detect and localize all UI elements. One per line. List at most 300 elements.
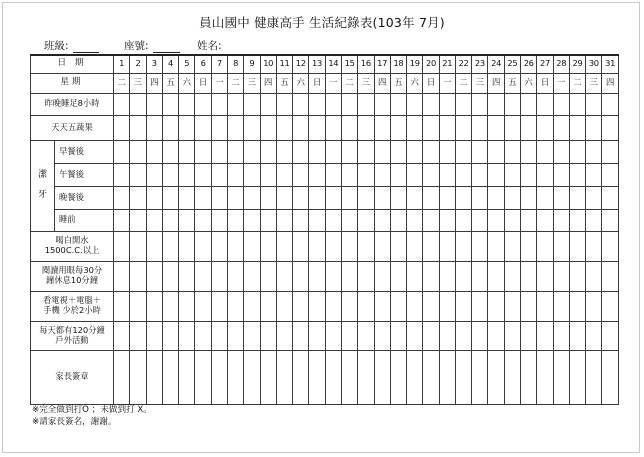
entry-cell-parent-sign-day-30[interactable] xyxy=(586,350,602,404)
entry-cell-sleep-day-11[interactable] xyxy=(276,93,292,115)
entry-cell-parent-sign-day-1[interactable] xyxy=(114,350,130,404)
entry-cell-parent-sign-day-21[interactable] xyxy=(439,350,455,404)
entry-cell-parent-sign-day-29[interactable] xyxy=(569,350,585,404)
entry-cell-brushing-3-day-3[interactable] xyxy=(146,209,162,231)
entry-cell-brushing-2-day-28[interactable] xyxy=(553,186,569,209)
entry-cell-sleep-day-29[interactable] xyxy=(569,93,585,115)
entry-cell-screen-time-day-10[interactable] xyxy=(260,291,276,321)
entry-cell-sleep-day-23[interactable] xyxy=(472,93,488,115)
entry-cell-parent-sign-day-26[interactable] xyxy=(521,350,537,404)
entry-cell-screen-time-day-27[interactable] xyxy=(537,291,553,321)
entry-cell-outdoor-day-21[interactable] xyxy=(439,321,455,350)
entry-cell-brushing-3-day-15[interactable] xyxy=(341,209,357,231)
entry-cell-eye-rest-day-14[interactable] xyxy=(325,261,341,291)
entry-cell-brushing-0-day-15[interactable] xyxy=(341,140,357,163)
entry-cell-brushing-2-day-3[interactable] xyxy=(146,186,162,209)
entry-cell-fruit-day-23[interactable] xyxy=(472,115,488,140)
entry-cell-outdoor-day-4[interactable] xyxy=(162,321,178,350)
entry-cell-outdoor-day-23[interactable] xyxy=(472,321,488,350)
entry-cell-parent-sign-day-5[interactable] xyxy=(179,350,195,404)
entry-cell-brushing-0-day-3[interactable] xyxy=(146,140,162,163)
entry-cell-outdoor-day-29[interactable] xyxy=(569,321,585,350)
entry-cell-eye-rest-day-8[interactable] xyxy=(227,261,243,291)
entry-cell-parent-sign-day-27[interactable] xyxy=(537,350,553,404)
entry-cell-brushing-3-day-22[interactable] xyxy=(455,209,471,231)
entry-cell-screen-time-day-8[interactable] xyxy=(227,291,243,321)
entry-cell-water-day-14[interactable] xyxy=(325,231,341,261)
entry-cell-fruit-day-20[interactable] xyxy=(423,115,439,140)
entry-cell-sleep-day-13[interactable] xyxy=(309,93,325,115)
entry-cell-sleep-day-14[interactable] xyxy=(325,93,341,115)
entry-cell-outdoor-day-1[interactable] xyxy=(114,321,130,350)
entry-cell-brushing-2-day-2[interactable] xyxy=(130,186,146,209)
entry-cell-brushing-2-day-25[interactable] xyxy=(504,186,520,209)
entry-cell-fruit-day-15[interactable] xyxy=(341,115,357,140)
entry-cell-eye-rest-day-22[interactable] xyxy=(455,261,471,291)
seat-field[interactable] xyxy=(124,38,180,53)
entry-cell-brushing-0-day-5[interactable] xyxy=(179,140,195,163)
entry-cell-brushing-2-day-15[interactable] xyxy=(341,186,357,209)
entry-cell-water-day-31[interactable] xyxy=(602,231,618,261)
entry-cell-outdoor-day-26[interactable] xyxy=(521,321,537,350)
entry-cell-screen-time-day-1[interactable] xyxy=(114,291,130,321)
entry-cell-brushing-3-day-8[interactable] xyxy=(227,209,243,231)
entry-cell-screen-time-day-24[interactable] xyxy=(488,291,504,321)
entry-cell-fruit-day-8[interactable] xyxy=(227,115,243,140)
entry-cell-sleep-day-12[interactable] xyxy=(293,93,309,115)
entry-cell-water-day-9[interactable] xyxy=(244,231,260,261)
entry-cell-eye-rest-day-13[interactable] xyxy=(309,261,325,291)
entry-cell-eye-rest-day-18[interactable] xyxy=(390,261,406,291)
entry-cell-water-day-10[interactable] xyxy=(260,231,276,261)
entry-cell-sleep-day-28[interactable] xyxy=(553,93,569,115)
entry-cell-brushing-2-day-24[interactable] xyxy=(488,186,504,209)
entry-cell-brushing-2-day-10[interactable] xyxy=(260,186,276,209)
entry-cell-screen-time-day-12[interactable] xyxy=(293,291,309,321)
entry-cell-water-day-15[interactable] xyxy=(341,231,357,261)
entry-cell-brushing-0-day-7[interactable] xyxy=(211,140,227,163)
entry-cell-screen-time-day-5[interactable] xyxy=(179,291,195,321)
entry-cell-water-day-5[interactable] xyxy=(179,231,195,261)
entry-cell-sleep-day-2[interactable] xyxy=(130,93,146,115)
entry-cell-parent-sign-day-2[interactable] xyxy=(130,350,146,404)
entry-cell-water-day-30[interactable] xyxy=(586,231,602,261)
entry-cell-fruit-day-25[interactable] xyxy=(504,115,520,140)
entry-cell-brushing-3-day-20[interactable] xyxy=(423,209,439,231)
entry-cell-screen-time-day-16[interactable] xyxy=(358,291,374,321)
entry-cell-fruit-day-31[interactable] xyxy=(602,115,618,140)
entry-cell-parent-sign-day-22[interactable] xyxy=(455,350,471,404)
entry-cell-screen-time-day-23[interactable] xyxy=(472,291,488,321)
entry-cell-sleep-day-26[interactable] xyxy=(521,93,537,115)
entry-cell-brushing-0-day-26[interactable] xyxy=(521,140,537,163)
entry-cell-fruit-day-26[interactable] xyxy=(521,115,537,140)
entry-cell-parent-sign-day-18[interactable] xyxy=(390,350,406,404)
entry-cell-brushing-2-day-12[interactable] xyxy=(293,186,309,209)
entry-cell-brushing-1-day-5[interactable] xyxy=(179,163,195,186)
entry-cell-brushing-1-day-25[interactable] xyxy=(504,163,520,186)
entry-cell-parent-sign-day-19[interactable] xyxy=(407,350,423,404)
entry-cell-brushing-1-day-20[interactable] xyxy=(423,163,439,186)
entry-cell-screen-time-day-3[interactable] xyxy=(146,291,162,321)
entry-cell-screen-time-day-22[interactable] xyxy=(455,291,471,321)
entry-cell-fruit-day-22[interactable] xyxy=(455,115,471,140)
entry-cell-fruit-day-9[interactable] xyxy=(244,115,260,140)
entry-cell-sleep-day-24[interactable] xyxy=(488,93,504,115)
entry-cell-screen-time-day-7[interactable] xyxy=(211,291,227,321)
entry-cell-eye-rest-day-21[interactable] xyxy=(439,261,455,291)
entry-cell-brushing-1-day-31[interactable] xyxy=(602,163,618,186)
name-field[interactable] xyxy=(197,38,222,53)
entry-cell-fruit-day-19[interactable] xyxy=(407,115,423,140)
entry-cell-brushing-1-day-11[interactable] xyxy=(276,163,292,186)
entry-cell-water-day-6[interactable] xyxy=(195,231,211,261)
entry-cell-fruit-day-30[interactable] xyxy=(586,115,602,140)
entry-cell-brushing-3-day-6[interactable] xyxy=(195,209,211,231)
entry-cell-screen-time-day-2[interactable] xyxy=(130,291,146,321)
entry-cell-brushing-1-day-19[interactable] xyxy=(407,163,423,186)
entry-cell-sleep-day-10[interactable] xyxy=(260,93,276,115)
entry-cell-water-day-19[interactable] xyxy=(407,231,423,261)
entry-cell-brushing-0-day-21[interactable] xyxy=(439,140,455,163)
entry-cell-brushing-3-day-1[interactable] xyxy=(114,209,130,231)
entry-cell-brushing-3-day-2[interactable] xyxy=(130,209,146,231)
entry-cell-outdoor-day-12[interactable] xyxy=(293,321,309,350)
entry-cell-outdoor-day-16[interactable] xyxy=(358,321,374,350)
entry-cell-brushing-3-day-21[interactable] xyxy=(439,209,455,231)
entry-cell-screen-time-day-21[interactable] xyxy=(439,291,455,321)
entry-cell-screen-time-day-17[interactable] xyxy=(374,291,390,321)
entry-cell-eye-rest-day-24[interactable] xyxy=(488,261,504,291)
entry-cell-fruit-day-17[interactable] xyxy=(374,115,390,140)
entry-cell-brushing-0-day-23[interactable] xyxy=(472,140,488,163)
entry-cell-brushing-2-day-11[interactable] xyxy=(276,186,292,209)
entry-cell-brushing-1-day-27[interactable] xyxy=(537,163,553,186)
entry-cell-brushing-1-day-2[interactable] xyxy=(130,163,146,186)
entry-cell-brushing-2-day-4[interactable] xyxy=(162,186,178,209)
entry-cell-water-day-17[interactable] xyxy=(374,231,390,261)
entry-cell-brushing-2-day-6[interactable] xyxy=(195,186,211,209)
entry-cell-brushing-1-day-17[interactable] xyxy=(374,163,390,186)
entry-cell-brushing-0-day-10[interactable] xyxy=(260,140,276,163)
entry-cell-brushing-1-day-24[interactable] xyxy=(488,163,504,186)
entry-cell-fruit-day-14[interactable] xyxy=(325,115,341,140)
entry-cell-water-day-21[interactable] xyxy=(439,231,455,261)
entry-cell-eye-rest-day-9[interactable] xyxy=(244,261,260,291)
entry-cell-outdoor-day-2[interactable] xyxy=(130,321,146,350)
entry-cell-outdoor-day-7[interactable] xyxy=(211,321,227,350)
entry-cell-water-day-8[interactable] xyxy=(227,231,243,261)
entry-cell-brushing-1-day-18[interactable] xyxy=(390,163,406,186)
entry-cell-eye-rest-day-1[interactable] xyxy=(114,261,130,291)
entry-cell-eye-rest-day-23[interactable] xyxy=(472,261,488,291)
entry-cell-parent-sign-day-11[interactable] xyxy=(276,350,292,404)
entry-cell-water-day-28[interactable] xyxy=(553,231,569,261)
entry-cell-sleep-day-21[interactable] xyxy=(439,93,455,115)
entry-cell-eye-rest-day-7[interactable] xyxy=(211,261,227,291)
entry-cell-parent-sign-day-24[interactable] xyxy=(488,350,504,404)
entry-cell-sleep-day-9[interactable] xyxy=(244,93,260,115)
entry-cell-brushing-2-day-16[interactable] xyxy=(358,186,374,209)
entry-cell-brushing-2-day-14[interactable] xyxy=(325,186,341,209)
entry-cell-outdoor-day-31[interactable] xyxy=(602,321,618,350)
entry-cell-parent-sign-day-4[interactable] xyxy=(162,350,178,404)
entry-cell-brushing-3-day-25[interactable] xyxy=(504,209,520,231)
entry-cell-fruit-day-12[interactable] xyxy=(293,115,309,140)
entry-cell-brushing-3-day-29[interactable] xyxy=(569,209,585,231)
entry-cell-brushing-2-day-21[interactable] xyxy=(439,186,455,209)
entry-cell-outdoor-day-5[interactable] xyxy=(179,321,195,350)
entry-cell-brushing-2-day-7[interactable] xyxy=(211,186,227,209)
entry-cell-water-day-18[interactable] xyxy=(390,231,406,261)
entry-cell-sleep-day-16[interactable] xyxy=(358,93,374,115)
entry-cell-water-day-25[interactable] xyxy=(504,231,520,261)
entry-cell-sleep-day-18[interactable] xyxy=(390,93,406,115)
entry-cell-brushing-3-day-11[interactable] xyxy=(276,209,292,231)
entry-cell-eye-rest-day-20[interactable] xyxy=(423,261,439,291)
entry-cell-eye-rest-day-10[interactable] xyxy=(260,261,276,291)
entry-cell-eye-rest-day-11[interactable] xyxy=(276,261,292,291)
entry-cell-brushing-2-day-22[interactable] xyxy=(455,186,471,209)
entry-cell-fruit-day-6[interactable] xyxy=(195,115,211,140)
entry-cell-outdoor-day-24[interactable] xyxy=(488,321,504,350)
entry-cell-brushing-1-day-15[interactable] xyxy=(341,163,357,186)
entry-cell-sleep-day-25[interactable] xyxy=(504,93,520,115)
entry-cell-fruit-day-16[interactable] xyxy=(358,115,374,140)
entry-cell-brushing-3-day-23[interactable] xyxy=(472,209,488,231)
entry-cell-outdoor-day-15[interactable] xyxy=(341,321,357,350)
entry-cell-sleep-day-30[interactable] xyxy=(586,93,602,115)
entry-cell-sleep-day-20[interactable] xyxy=(423,93,439,115)
entry-cell-brushing-3-day-7[interactable] xyxy=(211,209,227,231)
entry-cell-parent-sign-day-28[interactable] xyxy=(553,350,569,404)
entry-cell-sleep-day-27[interactable] xyxy=(537,93,553,115)
entry-cell-parent-sign-day-13[interactable] xyxy=(309,350,325,404)
entry-cell-eye-rest-day-5[interactable] xyxy=(179,261,195,291)
entry-cell-eye-rest-day-25[interactable] xyxy=(504,261,520,291)
entry-cell-fruit-day-18[interactable] xyxy=(390,115,406,140)
entry-cell-sleep-day-7[interactable] xyxy=(211,93,227,115)
entry-cell-outdoor-day-30[interactable] xyxy=(586,321,602,350)
entry-cell-outdoor-day-25[interactable] xyxy=(504,321,520,350)
entry-cell-outdoor-day-9[interactable] xyxy=(244,321,260,350)
entry-cell-eye-rest-day-26[interactable] xyxy=(521,261,537,291)
entry-cell-sleep-day-19[interactable] xyxy=(407,93,423,115)
entry-cell-brushing-3-day-12[interactable] xyxy=(293,209,309,231)
entry-cell-outdoor-day-8[interactable] xyxy=(227,321,243,350)
entry-cell-parent-sign-day-12[interactable] xyxy=(293,350,309,404)
entry-cell-screen-time-day-19[interactable] xyxy=(407,291,423,321)
entry-cell-fruit-day-7[interactable] xyxy=(211,115,227,140)
entry-cell-brushing-3-day-17[interactable] xyxy=(374,209,390,231)
entry-cell-water-day-27[interactable] xyxy=(537,231,553,261)
entry-cell-brushing-3-day-16[interactable] xyxy=(358,209,374,231)
entry-cell-screen-time-day-26[interactable] xyxy=(521,291,537,321)
entry-cell-water-day-3[interactable] xyxy=(146,231,162,261)
entry-cell-fruit-day-3[interactable] xyxy=(146,115,162,140)
entry-cell-water-day-26[interactable] xyxy=(521,231,537,261)
entry-cell-parent-sign-day-3[interactable] xyxy=(146,350,162,404)
entry-cell-brushing-0-day-22[interactable] xyxy=(455,140,471,163)
entry-cell-water-day-4[interactable] xyxy=(162,231,178,261)
entry-cell-brushing-2-day-20[interactable] xyxy=(423,186,439,209)
entry-cell-brushing-1-day-23[interactable] xyxy=(472,163,488,186)
entry-cell-screen-time-day-31[interactable] xyxy=(602,291,618,321)
entry-cell-brushing-1-day-6[interactable] xyxy=(195,163,211,186)
entry-cell-brushing-1-day-13[interactable] xyxy=(309,163,325,186)
entry-cell-eye-rest-day-3[interactable] xyxy=(146,261,162,291)
entry-cell-brushing-3-day-19[interactable] xyxy=(407,209,423,231)
entry-cell-water-day-29[interactable] xyxy=(569,231,585,261)
entry-cell-brushing-3-day-30[interactable] xyxy=(586,209,602,231)
entry-cell-outdoor-day-18[interactable] xyxy=(390,321,406,350)
entry-cell-outdoor-day-13[interactable] xyxy=(309,321,325,350)
entry-cell-brushing-3-day-10[interactable] xyxy=(260,209,276,231)
entry-cell-brushing-0-day-13[interactable] xyxy=(309,140,325,163)
entry-cell-fruit-day-24[interactable] xyxy=(488,115,504,140)
entry-cell-outdoor-day-19[interactable] xyxy=(407,321,423,350)
entry-cell-brushing-2-day-9[interactable] xyxy=(244,186,260,209)
entry-cell-brushing-3-day-24[interactable] xyxy=(488,209,504,231)
entry-cell-brushing-2-day-17[interactable] xyxy=(374,186,390,209)
entry-cell-screen-time-day-15[interactable] xyxy=(341,291,357,321)
entry-cell-screen-time-day-4[interactable] xyxy=(162,291,178,321)
entry-cell-brushing-0-day-24[interactable] xyxy=(488,140,504,163)
entry-cell-brushing-1-day-28[interactable] xyxy=(553,163,569,186)
entry-cell-brushing-1-day-21[interactable] xyxy=(439,163,455,186)
entry-cell-brushing-0-day-16[interactable] xyxy=(358,140,374,163)
entry-cell-brushing-0-day-28[interactable] xyxy=(553,140,569,163)
entry-cell-screen-time-day-14[interactable] xyxy=(325,291,341,321)
entry-cell-brushing-2-day-8[interactable] xyxy=(227,186,243,209)
entry-cell-brushing-3-day-27[interactable] xyxy=(537,209,553,231)
entry-cell-eye-rest-day-30[interactable] xyxy=(586,261,602,291)
entry-cell-outdoor-day-3[interactable] xyxy=(146,321,162,350)
entry-cell-brushing-2-day-27[interactable] xyxy=(537,186,553,209)
entry-cell-brushing-1-day-9[interactable] xyxy=(244,163,260,186)
entry-cell-brushing-1-day-4[interactable] xyxy=(162,163,178,186)
entry-cell-sleep-day-3[interactable] xyxy=(146,93,162,115)
entry-cell-water-day-2[interactable] xyxy=(130,231,146,261)
entry-cell-parent-sign-day-31[interactable] xyxy=(602,350,618,404)
entry-cell-brushing-2-day-13[interactable] xyxy=(309,186,325,209)
entry-cell-eye-rest-day-2[interactable] xyxy=(130,261,146,291)
entry-cell-fruit-day-28[interactable] xyxy=(553,115,569,140)
entry-cell-eye-rest-day-19[interactable] xyxy=(407,261,423,291)
entry-cell-screen-time-day-11[interactable] xyxy=(276,291,292,321)
entry-cell-brushing-3-day-4[interactable] xyxy=(162,209,178,231)
entry-cell-screen-time-day-18[interactable] xyxy=(390,291,406,321)
entry-cell-screen-time-day-9[interactable] xyxy=(244,291,260,321)
entry-cell-water-day-24[interactable] xyxy=(488,231,504,261)
entry-cell-water-day-7[interactable] xyxy=(211,231,227,261)
entry-cell-eye-rest-day-16[interactable] xyxy=(358,261,374,291)
entry-cell-brushing-3-day-18[interactable] xyxy=(390,209,406,231)
entry-cell-brushing-3-day-5[interactable] xyxy=(179,209,195,231)
entry-cell-outdoor-day-20[interactable] xyxy=(423,321,439,350)
entry-cell-eye-rest-day-15[interactable] xyxy=(341,261,357,291)
entry-cell-sleep-day-4[interactable] xyxy=(162,93,178,115)
entry-cell-brushing-0-day-29[interactable] xyxy=(569,140,585,163)
entry-cell-brushing-0-day-14[interactable] xyxy=(325,140,341,163)
entry-cell-water-day-13[interactable] xyxy=(309,231,325,261)
entry-cell-eye-rest-day-12[interactable] xyxy=(293,261,309,291)
entry-cell-parent-sign-day-16[interactable] xyxy=(358,350,374,404)
entry-cell-brushing-2-day-19[interactable] xyxy=(407,186,423,209)
entry-cell-parent-sign-day-15[interactable] xyxy=(341,350,357,404)
entry-cell-brushing-0-day-17[interactable] xyxy=(374,140,390,163)
entry-cell-brushing-2-day-29[interactable] xyxy=(569,186,585,209)
entry-cell-brushing-0-day-12[interactable] xyxy=(293,140,309,163)
entry-cell-fruit-day-1[interactable] xyxy=(114,115,130,140)
entry-cell-brushing-2-day-26[interactable] xyxy=(521,186,537,209)
entry-cell-brushing-3-day-28[interactable] xyxy=(553,209,569,231)
entry-cell-brushing-0-day-6[interactable] xyxy=(195,140,211,163)
entry-cell-sleep-day-22[interactable] xyxy=(455,93,471,115)
entry-cell-brushing-0-day-19[interactable] xyxy=(407,140,423,163)
entry-cell-brushing-2-day-1[interactable] xyxy=(114,186,130,209)
entry-cell-fruit-day-10[interactable] xyxy=(260,115,276,140)
entry-cell-screen-time-day-28[interactable] xyxy=(553,291,569,321)
entry-cell-parent-sign-day-9[interactable] xyxy=(244,350,260,404)
entry-cell-sleep-day-1[interactable] xyxy=(114,93,130,115)
entry-cell-screen-time-day-20[interactable] xyxy=(423,291,439,321)
entry-cell-screen-time-day-25[interactable] xyxy=(504,291,520,321)
entry-cell-brushing-0-day-1[interactable] xyxy=(114,140,130,163)
entry-cell-water-day-1[interactable] xyxy=(114,231,130,261)
entry-cell-brushing-1-day-3[interactable] xyxy=(146,163,162,186)
entry-cell-parent-sign-day-8[interactable] xyxy=(227,350,243,404)
entry-cell-screen-time-day-30[interactable] xyxy=(586,291,602,321)
entry-cell-brushing-0-day-11[interactable] xyxy=(276,140,292,163)
entry-cell-fruit-day-5[interactable] xyxy=(179,115,195,140)
entry-cell-water-day-23[interactable] xyxy=(472,231,488,261)
entry-cell-outdoor-day-14[interactable] xyxy=(325,321,341,350)
entry-cell-outdoor-day-6[interactable] xyxy=(195,321,211,350)
entry-cell-fruit-day-4[interactable] xyxy=(162,115,178,140)
entry-cell-sleep-day-15[interactable] xyxy=(341,93,357,115)
entry-cell-brushing-1-day-22[interactable] xyxy=(455,163,471,186)
entry-cell-screen-time-day-13[interactable] xyxy=(309,291,325,321)
entry-cell-brushing-1-day-30[interactable] xyxy=(586,163,602,186)
entry-cell-water-day-11[interactable] xyxy=(276,231,292,261)
entry-cell-brushing-1-day-10[interactable] xyxy=(260,163,276,186)
class-field[interactable] xyxy=(44,38,99,53)
entry-cell-brushing-3-day-31[interactable] xyxy=(602,209,618,231)
entry-cell-parent-sign-day-17[interactable] xyxy=(374,350,390,404)
entry-cell-screen-time-day-6[interactable] xyxy=(195,291,211,321)
entry-cell-brushing-2-day-5[interactable] xyxy=(179,186,195,209)
entry-cell-eye-rest-day-28[interactable] xyxy=(553,261,569,291)
entry-cell-fruit-day-2[interactable] xyxy=(130,115,146,140)
entry-cell-brushing-2-day-31[interactable] xyxy=(602,186,618,209)
entry-cell-brushing-0-day-9[interactable] xyxy=(244,140,260,163)
entry-cell-water-day-12[interactable] xyxy=(293,231,309,261)
entry-cell-sleep-day-17[interactable] xyxy=(374,93,390,115)
entry-cell-eye-rest-day-29[interactable] xyxy=(569,261,585,291)
entry-cell-eye-rest-day-17[interactable] xyxy=(374,261,390,291)
entry-cell-brushing-1-day-7[interactable] xyxy=(211,163,227,186)
entry-cell-parent-sign-day-25[interactable] xyxy=(504,350,520,404)
class-blank[interactable] xyxy=(73,41,99,53)
entry-cell-parent-sign-day-20[interactable] xyxy=(423,350,439,404)
entry-cell-outdoor-day-11[interactable] xyxy=(276,321,292,350)
entry-cell-fruit-day-29[interactable] xyxy=(569,115,585,140)
entry-cell-water-day-20[interactable] xyxy=(423,231,439,261)
entry-cell-brushing-2-day-23[interactable] xyxy=(472,186,488,209)
entry-cell-brushing-1-day-29[interactable] xyxy=(569,163,585,186)
entry-cell-eye-rest-day-6[interactable] xyxy=(195,261,211,291)
